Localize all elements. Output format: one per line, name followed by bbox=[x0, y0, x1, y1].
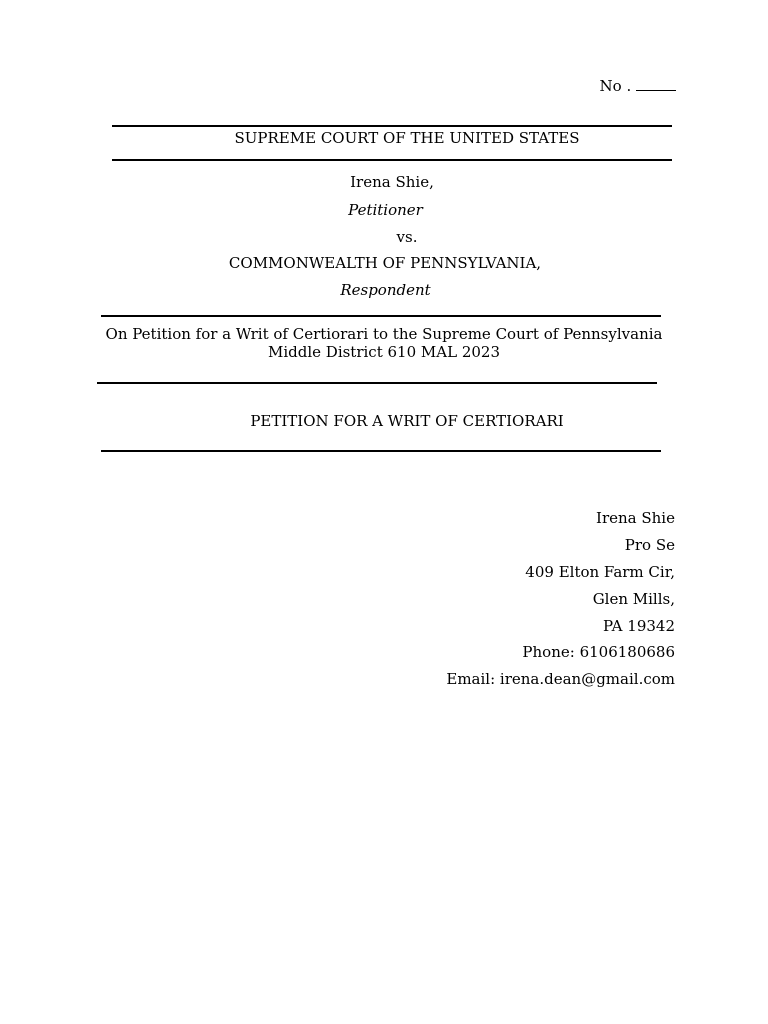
court-name: SUPREME COURT OF THE UNITED STATES bbox=[234, 129, 580, 147]
contact-city: Glen Mills, bbox=[592, 590, 675, 608]
petitioner-role: Petitioner bbox=[348, 201, 423, 219]
top-rule bbox=[112, 125, 672, 127]
contact-name: Irena Shie bbox=[596, 509, 675, 527]
petition-description-line-2: Middle District 610 MAL 2023 bbox=[267, 343, 500, 361]
caption-bottom-rule bbox=[101, 315, 661, 317]
docket-number-blank bbox=[636, 76, 676, 91]
respondent-role: Respondent bbox=[340, 281, 431, 299]
contact-state-zip: PA 19342 bbox=[602, 617, 675, 635]
contact-street: 409 Elton Farm Cir, bbox=[525, 563, 675, 581]
respondent-name: COMMONWEALTH OF PENNSYLVANIA, bbox=[228, 254, 542, 272]
title-rule bbox=[101, 450, 661, 452]
versus-label: vs. bbox=[396, 228, 418, 246]
docket-label: No . bbox=[599, 77, 632, 95]
contact-email: Email: irena.dean@gmail.com bbox=[446, 670, 675, 688]
document-title: PETITION FOR A WRIT OF CERTIORARI bbox=[250, 412, 564, 430]
petitioner-name: Irena Shie, bbox=[350, 173, 434, 191]
docket-number bbox=[560, 76, 676, 95]
contact-status: Pro Se bbox=[624, 536, 675, 554]
petition-description-rule bbox=[97, 382, 657, 384]
court-name-rule bbox=[112, 159, 672, 161]
contact-phone: Phone: 6106180686 bbox=[522, 643, 675, 661]
petition-description-line-1: On Petition for a Writ of Certiorari to the Supreme Court of Pennsylvania bbox=[105, 325, 663, 343]
